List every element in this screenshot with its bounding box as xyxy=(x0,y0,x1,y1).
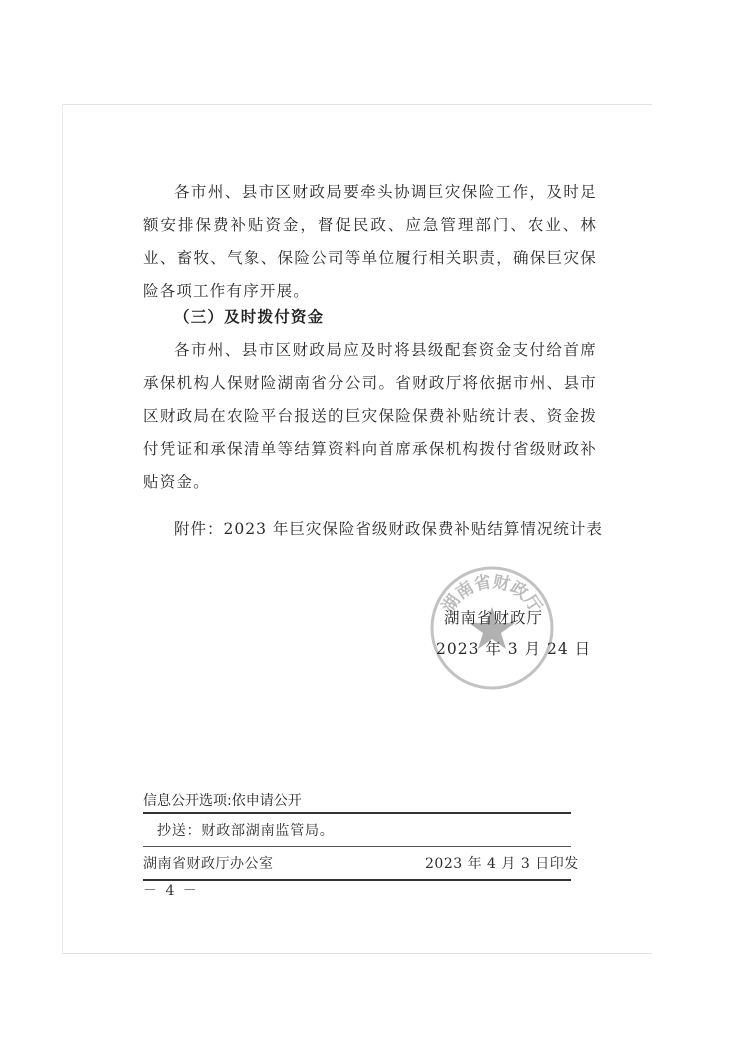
section-heading: （三）及时拨付资金 xyxy=(174,308,325,326)
paragraph-text: 各市州、县市区财政局要牵头协调巨灾保险工作，及时足额安排保费补贴资金，督促民政、应急管理部门、农业、林业、畜牧、气象、保险公司等单位履行相关职责，确保巨灾保险各项工作有序开展。 xyxy=(143,183,597,300)
footer-rule-middle xyxy=(143,846,571,847)
seal-text: 湖南省财政厅 xyxy=(438,572,546,617)
scan-edge-bottom xyxy=(62,953,652,954)
scan-edge-left xyxy=(62,104,63,954)
disclosure-option: 信息公开选项:依申请公开 xyxy=(143,793,302,809)
issuing-office: 湖南省财政厅办公室 xyxy=(143,856,274,872)
print-date: 2023 年 4 月 3 日印发 xyxy=(425,856,579,872)
page-number: － 4 － xyxy=(143,883,199,899)
issue-date: 2023 年 3 月 24 日 xyxy=(436,640,592,658)
footer-rule-bottom xyxy=(143,879,571,881)
cc-line: 抄送：财政部湖南监管局。 xyxy=(157,823,335,839)
attachment-line: 附件：2023 年巨灾保险省级财政保费补贴结算情况统计表 xyxy=(174,520,603,538)
scan-edge-top xyxy=(62,104,652,105)
official-seal xyxy=(427,563,557,693)
body-paragraph-1 xyxy=(143,176,597,308)
issuer-name: 湖南省财政厅 xyxy=(444,609,544,627)
paragraph-text: 各市州、县市区财政局应及时将县级配套资金支付给首席承保机构人保财险湖南省分公司。省财政厅将依据市州、县市区财政局在农险平台报送的巨灾保险保费补贴统计表、资金拨付凭证和承保清单等结算资料向首席承保机构拨付省级财政补贴资金。 xyxy=(143,341,597,491)
body-paragraph-2 xyxy=(143,334,597,499)
footer-rule-top xyxy=(143,812,571,814)
